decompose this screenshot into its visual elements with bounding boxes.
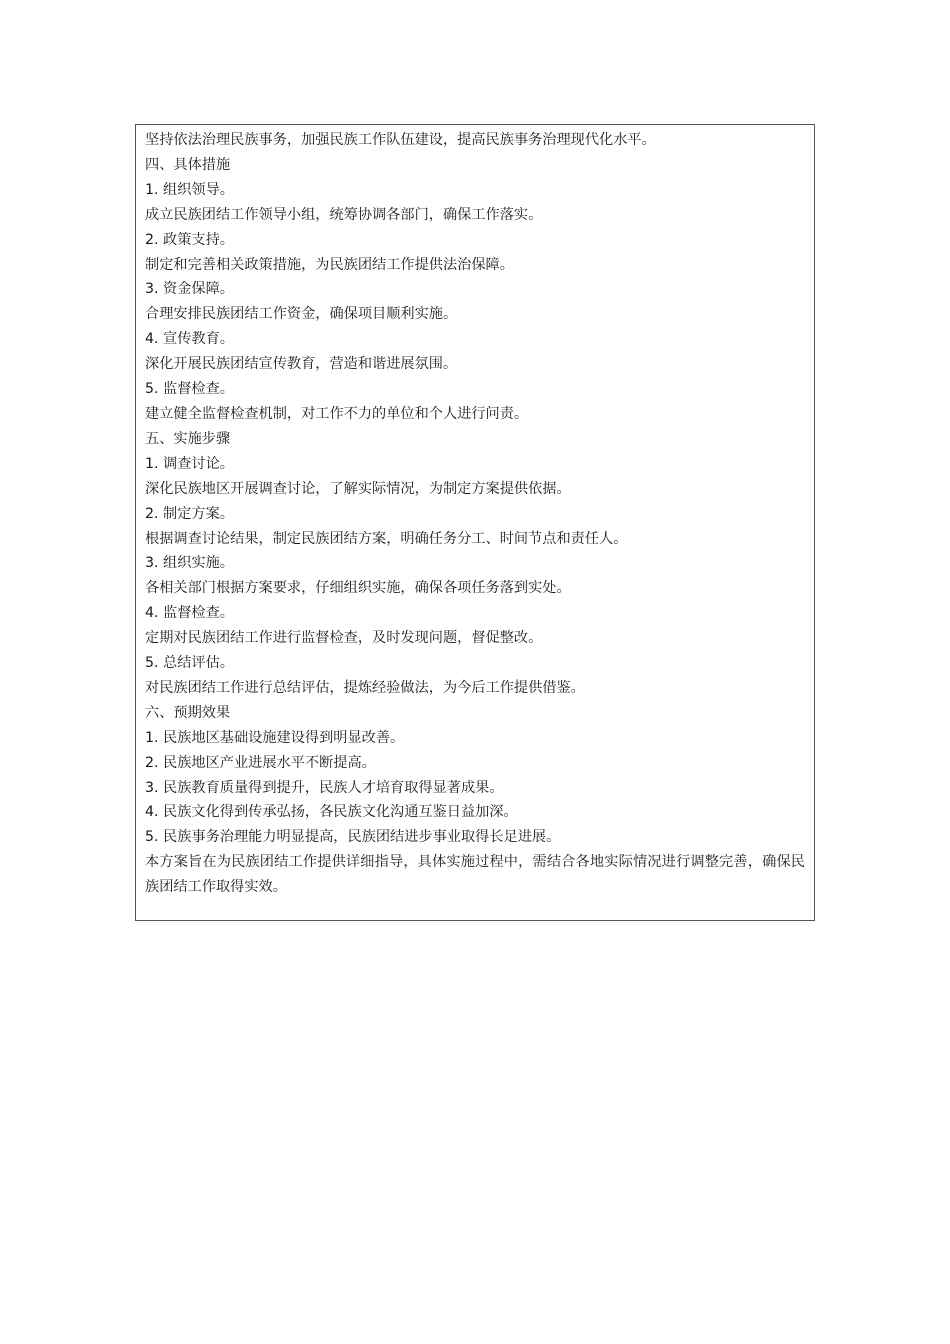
list-item: 4. 民族文化得到传承弘扬，各民族文化沟通互鉴日益加深。	[145, 804, 518, 821]
list-item-heading: 1. 组织领导。	[145, 181, 234, 198]
list-item-heading: 5. 总结评估。	[145, 655, 234, 672]
list-item-text: 各相关部门根据方案要求，仔细组织实施，确保各项任务落到实处。	[145, 580, 571, 597]
list-item: 3. 民族教育质量得到提升，民族人才培育取得显著成果。	[145, 779, 504, 796]
list-item-heading: 4. 监督检查。	[145, 605, 234, 622]
list-item-heading: 3. 组织实施。	[145, 555, 234, 572]
list-item-heading: 4. 宣传教育。	[145, 331, 234, 348]
list-item-text: 成立民族团结工作领导小组，统筹协调各部门，确保工作落实。	[145, 206, 543, 223]
list-item-text: 深化民族地区开展调查讨论，了解实际情况，为制定方案提供依据。	[145, 480, 571, 497]
list-item-text: 定期对民族团结工作进行监督检查，及时发现问题，督促整改。	[145, 630, 543, 647]
list-item-text: 建立健全监督检查机制，对工作不力的单位和个人进行问责。	[145, 405, 529, 422]
section-heading-effects: 六、预期效果	[145, 704, 231, 721]
list-item-text: 对民族团结工作进行总结评估，提炼经验做法，为今后工作提供借鉴。	[145, 679, 585, 696]
list-item: 5. 民族事务治理能力明显提高，民族团结进步事业取得长足进展。	[145, 829, 561, 846]
section-heading-steps: 五、实施步骤	[145, 430, 231, 447]
list-item-heading: 5. 监督检查。	[145, 381, 234, 398]
list-item: 1. 民族地区基础设施建设得到明显改善。	[145, 729, 405, 746]
list-item-heading: 3. 资金保障。	[145, 281, 234, 298]
list-item-text: 根据调查讨论结果，制定民族团结方案，明确任务分工、时间节点和责任人。	[145, 530, 628, 547]
list-item-text: 合理安排民族团结工作资金，确保项目顺利实施。	[145, 306, 458, 323]
body-line-intro: 坚持依法治理民族事务，加强民族工作队伍建设，提高民族事务治理现代化水平。	[145, 132, 656, 148]
list-item-heading: 1. 调查讨论。	[145, 455, 234, 472]
section-heading-measures: 四、具体措施	[145, 156, 231, 173]
list-item: 2. 民族地区产业进展水平不断提高。	[145, 754, 376, 771]
list-item-text: 制定和完善相关政策措施，为民族团结工作提供法治保障。	[145, 256, 514, 273]
list-item-text: 深化开展民族团结宣传教育，营造和谐进展氛围。	[145, 356, 458, 373]
text-frame	[135, 124, 815, 921]
list-item-heading: 2. 政策支持。	[145, 231, 234, 248]
list-item-heading: 2. 制定方案。	[145, 505, 234, 522]
closing-paragraph: 本方案旨在为民族团结工作提供详细指导，具体实施过程中，需结合各地实际情况进行调整完善，确保民族团结工作取得实效。	[145, 854, 805, 896]
